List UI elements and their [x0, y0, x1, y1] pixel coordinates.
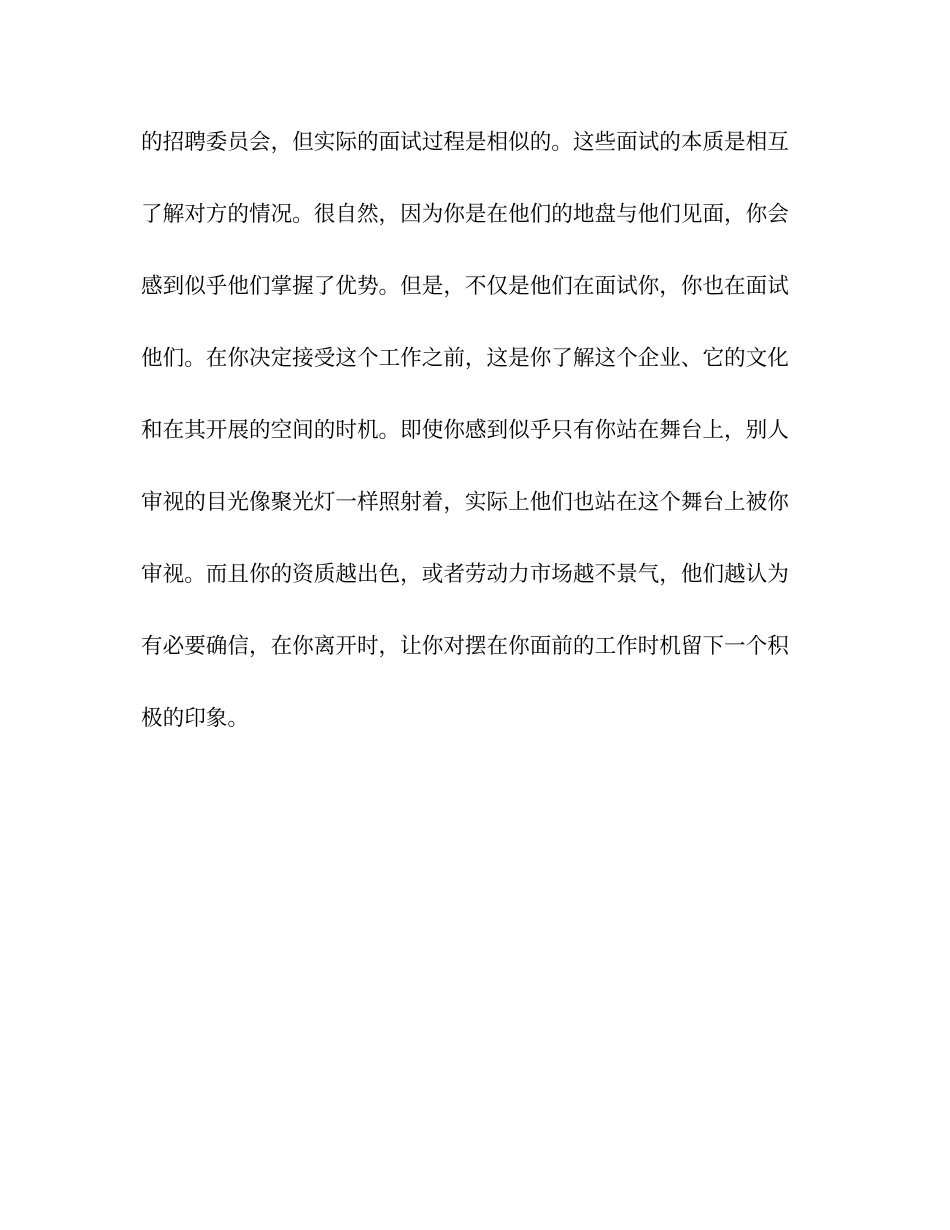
paragraph-line: 和在其开展的空间的时机。即使你感到似乎只有你站在舞台上，别人 — [141, 418, 789, 443]
paragraph-line: 的招聘委员会，但实际的面试过程是相似的。这些面试的本质是相互 — [141, 130, 789, 155]
paragraph-line: 了解对方的情况。很自然，因为你是在他们的地盘与他们见面，你会 — [141, 202, 789, 227]
body-paragraph — [141, 123, 801, 771]
paragraph-line: 极的印象。 — [141, 706, 249, 731]
paragraph-line: 有必要确信，在你离开时，让你对摆在你面前的工作时机留下一个积 — [141, 634, 789, 659]
paragraph-line: 审视。而且你的资质越出色，或者劳动力市场越不景气，他们越认为 — [141, 562, 789, 587]
paragraph-line: 感到似乎他们掌握了优势。但是，不仅是他们在面试你，你也在面试 — [141, 274, 789, 299]
paragraph-line: 他们。在你决定接受这个工作之前，这是你了解这个企业、它的文化 — [141, 346, 789, 371]
paragraph-line: 审视的目光像聚光灯一样照射着，实际上他们也站在这个舞台上被你 — [141, 490, 789, 515]
